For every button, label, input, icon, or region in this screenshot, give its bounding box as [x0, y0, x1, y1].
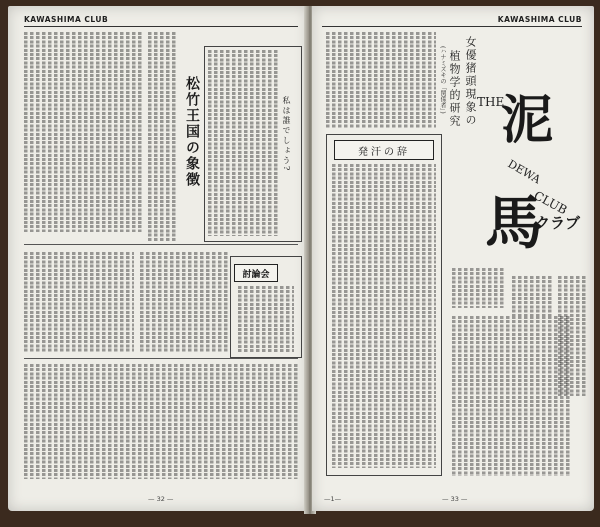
running-head-right: KAWASHIMA CLUB: [497, 15, 582, 24]
footer-mark: —1—: [324, 495, 342, 503]
book-spread: [8, 6, 594, 521]
text-bottom-left: [24, 364, 300, 479]
text-column-upper-left: [24, 32, 142, 232]
article-title-line2: 植物学的研究: [448, 50, 461, 128]
dewa-club-logo: [467, 68, 587, 268]
left-page: [8, 6, 308, 511]
forum-text: [238, 286, 294, 352]
sweat-text: [332, 164, 436, 468]
text-upper-mid: [148, 32, 178, 242]
logo-main-glyph: 泥: [501, 90, 554, 151]
forum-title: 討論会: [242, 269, 270, 280]
article-subtitle: (ハナミズキの「関係者」): [439, 46, 446, 114]
text-column-lower-left: [24, 252, 134, 352]
text-right-lower: [452, 316, 572, 476]
matsutake-title: 松竹王国の象徴: [184, 76, 200, 188]
text-column-lower-mid: [140, 252, 228, 352]
folio-right: — 33 —: [442, 495, 468, 503]
divider-mid-left: [24, 244, 298, 245]
sweat-title: 発汗の辞: [358, 146, 410, 158]
article-title-line1: 女優猪頭現象の: [464, 36, 477, 127]
logo-katakana: クラブ: [535, 214, 581, 232]
logo-sub-glyph: 馬: [485, 189, 544, 257]
credits-block: [452, 268, 506, 308]
right-page: [312, 6, 594, 511]
folio-left: — 32 —: [148, 495, 174, 503]
credits-names: [512, 276, 552, 316]
essay-title: 私は誰でしょう?: [282, 96, 291, 173]
logo-english-bottom: CLUB: [531, 188, 570, 218]
header-rule-right: [322, 26, 582, 27]
logo-english-top: THE: [477, 95, 505, 109]
running-head-left: KAWASHIMA CLUB: [24, 15, 109, 24]
divider-lower-left: [24, 358, 298, 359]
logo-english-mid: DEWA: [505, 157, 543, 187]
text-top-right: [326, 32, 436, 128]
essay-text: [208, 50, 278, 236]
text-right-column: [558, 276, 586, 396]
header-rule-left: [24, 26, 298, 27]
